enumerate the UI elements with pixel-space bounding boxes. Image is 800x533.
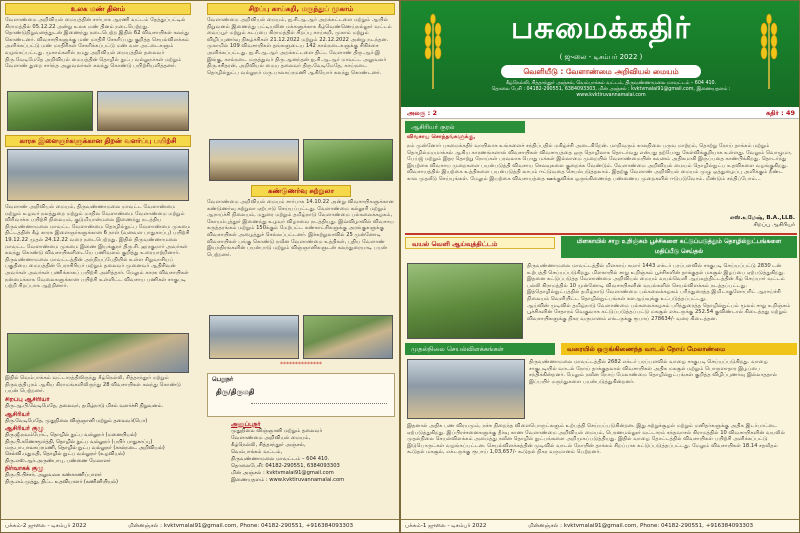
camp-body: வேளாண்மை அறிவியல் மையம், ஐ.சி.ஆ.ஆர் அறக்கட்டளை மற்றும் ஆயில் நிறுவனம் இணைந்து பட்டியலின மக்களுக்காக கீழ்வெண்ணெய்நல்லூர் வட்டம் வைப்பூர் மற்றும் கடப்பை கிராமத்தில் சிறப்பு காய்கறி, முகாம் மற்றும் விழிப்புணர்வு நிகழ்ச்சிகள் 21.12.2022 மற்றும் 22.12.2022 அன்று நடந்தன. முகாமில் 109 விவசாயிகள் தங்களுடைய 142 கால்நடைகளுக்கு சிகிச்சை அளிக்கப்பட்டது. ஐ.சி.ஆ.ஆர் அறக்கட்டளை திட்ட வேளாண் திரு.ஆர்.இ இங்கு, கால்நடை மருத்துவர் திரு.ஆனந்தன் ஐ.சி.ஆ.ஆர் மாவட்ட அலுவலர் திரு.சசிதரன், அறிவியல் மைய தலைவர் திரு.வேடிமேதே, காய்நடை தொழில்நுட்ப வல்லுநர் மரு.பாலசுப்ரமணி ஆகியோர் கலந்து கொண்டனர். xyxy=(207,17,392,76)
editor-signature xyxy=(651,215,795,231)
tour-title: கண்டுணர்வு சுற்றுலா xyxy=(251,185,351,197)
recipient-box xyxy=(207,373,395,417)
chilli-field-photo xyxy=(407,263,523,339)
recipient-name: திரு/திருமதி xyxy=(216,388,255,396)
footer-page: பக்கம்-2 xyxy=(5,523,27,529)
footer-phone: Phone: 04182-290551, +916384093303 xyxy=(640,523,754,529)
pest-body: திருவண்ணாமலை மாவட்டத்தில் மிளகாய் சுமார் 1443 எக்டர் பரப்பளவில் சாகுபடி செய்யப்பட்டு 2830 டன் உற்பத்தி செய்யப்படுகிறது. மிளகாயில் சாறு உறிஞ்சும் பூச்சிகளின் தாக்குதல் மகசூல் இழப்பை ஏற்படுத்துகிறது. இதனை கட்டுப்படுத்த வேளாண்மை அறிவியல் மையம் வயல்வெளி ஆய்வுத்திட்டத்தின் கீழ் செய்யார் வட்டம் பல்லி கிராமத்தில் 10 முன்னோடி விவசாயிகளின் வயல்களில் செயல்விளக்கம் நடத்தப்பட்டது. இத்தொழில்நுட்பத்தில் தமிழ்நாடு வேளாண்மை பல்கலைக்கழகம் பரிந்துரைத்த இமிடாகுளோப்ரிட் ஆராய்ச்சி நிலையம் வெளியிட்ட தொழில்நுட்பங்கள் களஆய்வுக்கு உட்படுத்தப்பட்டது. ஆய்வின் முடிவில் தமிழ்நாடு வேளாண்மை பல்கலைக்கழகம் பரிந்துரைத்த தொழில்நுட்பம் மூலம் சாறு உறிஞ்சும் பூச்சிகளின் சேதாரம் வெகுவாக கட்டுப்படுத்தப்பட்டு மகசூல் எக்டருக்கு 252.54 குவிண்டால் கிடைத்தது மற்றும் விவசாயிகளுக்கு நிகர வருமானம் எக்டருக்கு ரூபாய் 278634/- வரை கிடைத்தன. xyxy=(527,263,791,322)
issue-meta-bar xyxy=(401,107,800,119)
paddy-body: திருவண்ணாமலை மாவட்டத்தில் 2682 எக்டர் பரப்பளவில் வாழை சாகுபடி செய்யப்படுகிறது. வாழை சாகுபடியில் வாடல் நோய் தாக்குதலால் விவசாயிகள் அதிக மகசூல் மற்றும் பொருளாதார இழப்பை சந்திக்கின்றனர். மேலும் நவீன நோய் மேலாண்மை தொழில்நுட்பங்கள் குறித்த விழிப்புணர்வு இல்லாததால் இப்பயிர் மருந்துகளை பயன்படுத்துகின்றனர். xyxy=(529,359,778,385)
sender-address: முதுநிலை விஞ்ஞானி மற்றும் தலைவர் வேளாண்மை அறிவியல் மையம், கீழ்நெல்லி, சித்தாந்தூர் அஞ்சல், வெம்பாக்கம் வட்டம், திருவண்ணாமலை மாவட்டம் – 604 410. தொலைபேசி: 04182-290551, 6384093303 மின் அஞ்சல் : kvktvmalai91@gmail.com இணையதளம் : www.kvktiruvannamalai.com xyxy=(231,428,345,483)
training-photo-2 xyxy=(7,333,189,373)
banana-photo xyxy=(407,359,525,419)
editor-sign-role: சிறப்பு ஆசிரியர் xyxy=(753,222,795,228)
soil-day-body: வேளாண்மை அறிவியல் மையத்தின் சார்பாக ஆரணி வட்டம் தேத்துப்பட்டில் கிராமத்தில் 05.12.22 அன்று உலக மண் தினம் நடைபெற்றது. தொண்டுநிறுவனத்துடன் இணைந்து நடைபெற்ற இதில் 62 விவசாயிகள் கலந்து கொண்டனர். விவசாயிகளுக்கு மண் மாதிரி சேகரிப்பது குறித்த செயல்விளக்கம் அளிக்கப்பட்டு மண் மாதிரிகள் சேகரிக்கப்பட்டு மண் வள அட்டைகளும் வழங்கப்பட்டது. முகாம்களில் நமது அறிவியல் மையத்தில் தலைவர் திரு.வேடிமேதே அறிவியல் மையத்தின் தொழில் நுட்ப வல்லுநர்கள் மற்றும் வேளாண் துறை சார்ந்த அலுவலர்கள் கலந்து கொண்டு பயிற்சியளித்தனர். xyxy=(5,17,190,70)
tour-photo-2 xyxy=(303,315,393,359)
recipient-line xyxy=(251,403,387,404)
training-photo xyxy=(7,149,189,201)
issue-number: அலகு : 2 xyxy=(407,109,438,117)
training-body: வேளாண் அறிவியல் மையம், திருவண்ணாமலை மாவட்ட வேளாண்மை மற்றும் உழவர் நலத்துறை மற்றும் மாநில வேளாண்மை வேளாண்மை மற்றும் விரிவாக்க பயிற்சி நிலையம், குடுமியான்மலை இணைந்து நடத்திய திருவண்ணாமலை மாவட்ட வேளாண்மை தொழில்நுட்ப வேளாண்மை முகமை திட்டத்தின் கீழ் காரசு இளைஞர்களுக்கான 6 நாள் (வனவள பாதுகாப்பு) பயிற்சி 19.12.22 முதல் 24.12.22 வரை நடைபெற்றது. இதில் திருவண்ணாமலை மாவட்ட வேளாண்மை முகமை இணை இயக்குநர் திரு.சி. ஹரகுமார் அவர்கள் கலந்து கொண்டு விவசாயிகளிடையே பணிவளம் குறித்து உரையாற்றினார். திருவண்ணாமலை மாவட்டத்தின் அந்நியப்பேதியில் உள்ள சிறுவாசியப் பகுதியை மையத்தின் பேராசிரியர் மற்றும் தலைவர் முனைவர் ஆதிசிவன் அவர்கள் அவர்கள் பணிக்காகப் பயிற்சி அளித்தார். மேலும் காரசு விவசாயிகள் நன்மைக்காக வேலைகளுக்கான பயிற்சி உள்ளிட்ட விவசாய பணிகள் சாகுபடி பற்றி சிறப்பாக ஆற்றினார். xyxy=(5,204,191,290)
training-title: காரசு இளைஞர்களுக்கான திறன் வளர்ப்பு பயிற்சி xyxy=(5,135,191,147)
editor-section-bar: ஆசிரியர் குரல் xyxy=(405,121,525,133)
footer-email: மின்னஞ்சல் : kvktvmalai91@gmail.com, xyxy=(528,523,639,529)
footer-issue: ஜுலை - டிசம்பர் 2022 xyxy=(428,523,487,529)
footer-page: பக்கம்-1 xyxy=(405,523,427,529)
contact-line: தொலை பேசி : 04182-290551, 6384093303, மின் அஞ்சல் : kvktvmalai91@gmail.com, இணையதளம் : www.kvktiruvannamalai.com xyxy=(491,87,731,98)
masthead-title: பசுமைக்கதிர் xyxy=(510,11,692,46)
soil-day-photo-1 xyxy=(7,91,93,131)
editor-body: நம் முன்னோர் பசுமைக்கதிர் வாயிலாக உங்களைச் சந்திப்பதில் மகிழ்ச்சி அடைகிறேன். மாறிவரும் காலநிலை பருவ மாற்றம், தொற்று நோய் தாக்கம் மற்றும் தொழில்மயமாக்கல் ஆகிய காரணங்களால் விவசாயிகள் விவசாயத்தை ஒரு தொழிலாக தொடர்வது என்பது தற்போது கேள்விக்குறியாக உள்ளது. வேலும் வொழுமா, பேய்ஜ் மற்றும் இதர தொற்று நோய்கள் பரவலாக பொது மக்கள் இல்லாமை முறையில் வேளாண்மையின் கவனம் அதிகமாகி இருப்பதை காண்பிக்கிறது. தொடர்ந்து இயற்கை விவசாய முறைகளை பயன்படுத்தி விவசாய செலவுகளை குறைக்க வேண்டும். வேளாண்மை அறிவியல் மையம் தொழில்நுட்ப உதவிகளை வழங்குகிறது. விவசாயத்தில் இயற்கை உத்திகளை பயன்படுத்தி லாபம் ஈட்டுவதை செயல்படுத்தலாம். இதற்கு வேளாண் அறிவியல் மையம் முழு ஒத்துழைப்பு அளிக்கும் நீண்ட கால முதலீடு செய்யுங்கள். மேலும் இயற்கை விவசாயத்தை ஊக்குவிக்க ஒருங்கிணைந்த பண்ணைய முறைகளில் ஈடுபடுவோம். மீண்டும் சந்திப்போம்... xyxy=(407,143,792,182)
footer-issue: ஜுலை - டிசம்பர் 2022 xyxy=(28,523,87,529)
camp-photo-2 xyxy=(303,139,393,181)
soil-day-photo-2 xyxy=(97,91,189,131)
newsletter-page-1 xyxy=(400,0,800,533)
footer-email: மின்னஞ்சல் : kvktvmalai91@gmail.com, xyxy=(128,523,239,529)
admin-label: நிர்வாகக் குழு xyxy=(5,464,44,472)
publisher-pill: வெளியீடு : வேளாண்மை அறிவியல் மையம் xyxy=(501,65,701,78)
patron-name: திரு.ஆ.பி.வேடிமேதே, தலைவர், தமிழ்நாடு மிசம் வளர்ச்சி நிறுவனம். xyxy=(5,403,164,410)
address-line: கீழ்நெல்லி, சித்தாந்தூர் அஞ்சல், வெம்பாக்கம் வட்டம், திருவண்ணாமலை மாவட்டம் – 604 410. xyxy=(505,81,717,86)
board-members: திரு.ஜீ.நவம்பேர்ட், தொழில் நுட்ப வல்லுநர் (மனையியல்) திரு.பி.கணேசமூர்த்தி, தொழில் நுட்ப வல்லுநர் (பயிர் பாதுகாப்பு) மரு.பா.பாலசுப்ரமணி, தொழில் நுட்ப வல்லுநர் (கால்நடை அறிவியல்) செல்வி.மதுமதி, தொழில் நுட்ப வல்லுநர் (உழவியல்) திரு.எஸ்.ஆர்.அருண்பாபு, பண்ணை மேலாளர் xyxy=(5,432,165,464)
field-school-bar: வயல் வெளி ஆய்வுத்திட்டம் xyxy=(405,237,555,249)
editorial-board xyxy=(5,397,195,519)
frontline-bar: முதல்நிலை செயல்விளக்கங்கள் xyxy=(405,343,555,355)
footer-phone: Phone: 04182-290551, +916384093303 xyxy=(240,523,354,529)
wheat-icon-right xyxy=(747,11,791,91)
paddy-body-2: இதனால் அதிக பண விரயமும், நச்சு நிறைந்த விளைபொருட்களும் உற்பத்தி செய்யப்படுகின்றன. இது சுற்றுச்சூழல் மற்றும் மனிதர்களுக்கு அதிக இடர்பாட்டை ஏற்படுத்துகிறது. இப்பிரச்சனைகளுக்கு தீர்வு காண வேளாண்மை அறிவியல் மையம், பெரணமல்லூர் வட்டாரம் சந்தவாசல் கிராமத்தில் 10 விவசாயிகளின் வயலில் முதல்நிலை செயல்விளக்கம் அமைத்து நவீன தொழில் நுட்பங்களை அறிமுகப்படுத்தியது. இதில் வாழை தோட்டத்தில் விவசாயிகள் பயிற்சி அளிக்கப்பட்டு இடுபொருட்கள் வழங்கப்பட்டன. செயல்விளக்கத்தின் முடிவில் வாடல் நோயின் தாக்கம் சிறப்பாக கட்டுப்படுத்தப்பட்டது. மேலும் விவசாயிகள் 18.14 சதவீதம் கூடுதல் மகசூல், எக்டருக்கு ரூபாய் 1,03,657/- கூடுதல் நிகர வருமானம் பெற்றனர். xyxy=(407,423,786,456)
recipient-label: பெறுநர் xyxy=(212,376,234,383)
sender-label: அனுப்புநர் xyxy=(231,421,261,428)
section-separator: ************** xyxy=(280,361,322,368)
footer xyxy=(401,519,799,532)
masthead-header xyxy=(401,1,800,107)
editor-label: ஆசிரியர் xyxy=(5,410,30,418)
camp-photo-1 xyxy=(209,139,299,181)
patron-label: சிறப்பு ஆசிரியர் xyxy=(5,397,50,403)
section-divider xyxy=(405,233,797,235)
masthead-address xyxy=(461,81,761,99)
training-body-2: இதில் வெம்பாக்கம் வட்டாரத்திலிருந்து கீழ்நெல்லி, சித்தாந்தூர் மற்றும் திருவத்திபுரம் ஆகிய கிராமங்களிலிருந்து 28 விவசாயிகள் கலந்து கொண்டு பயன் பெற்றனர். xyxy=(5,375,181,395)
tour-body: வேளாண்மை அறிவியல் மையம் சார்பாக 14.10.22 அன்று விவசாயிகளுக்கான கண்டுணர்வு சுற்றுலா ஏற்பாடு செய்யப்பட்டது. வேளாண்மை கல்லூரி மற்றும் ஆராய்ச்சி நிலையம், மதுரை மற்றும் தமிழ்நாடு வேளாண்மை பல்கலைக்கழகம், கோயம்புத்தூர் இணைந்து உழவர் விழாவை நடத்தியது. இவ்விழாவில் விவசாய கருத்தரங்கம் மற்றும் 150க்கும் மேற்பட்ட கண்காட்சிகளுக்கு அரங்குகளுக்கு விவசாயிகள் அழைத்துச் செல்லப்பட்டனர். இச்சுற்றுலாவில் 25 முன்னோடி விவசாயிகள் பங்கு கொண்டு நவீன வேளாண்மை உத்திகள், புதிய வேளாண் இயந்திரங்களின் பயன்பாடு மற்றும் விஞ்ஞானிகளுடன் கலந்துரையாடி பயன் பெற்றனர். xyxy=(207,199,394,258)
board-label: ஆசிரியர் குழு xyxy=(5,425,44,433)
tour-photo-1 xyxy=(209,315,299,359)
editor-sign-name: எஸ்.உமேஷ், B.A.,LLB. xyxy=(730,215,795,221)
masthead-issue: ( ஜுலை - டிசம்பர் 2022 ) xyxy=(559,53,643,61)
paddy-title: வரையில் ஒருங்கிணைந்த வாடல் நோய் மேலாண்மை xyxy=(561,343,797,355)
pest-title: மிளகாயில் சாறு உறிஞ்சும் பூச்சிகளை கட்டுப்படுத்தும் தொழில்நுட்பங்களை மதிப்பீடு செய்தல் xyxy=(561,236,797,258)
camp-title: சிறப்பு காய்கறி, மருந்துப் முகாம் xyxy=(207,3,395,15)
admin-members: திரு.பி.பிச்சர், அலுவலக கண்காணிப்பாளர் திரு.எம்.முத்து, திட்ட உதவியாளர் (கணினியியல்) xyxy=(5,472,118,485)
kathir-number: கதிர் : 49 xyxy=(765,109,795,117)
wheat-icon-left xyxy=(411,11,455,91)
editor-name: திரு.வேடிமேதே, முதுநிலை விஞ்ஞானி மற்றும் தலைவர்(பொ) xyxy=(5,417,148,424)
footer xyxy=(1,519,399,532)
editor-greeting: விவசாய சொந்தங்களுக்கு, xyxy=(407,134,476,140)
sender-block xyxy=(207,421,395,517)
soil-day-title: உலக மண் தினம் xyxy=(5,3,191,15)
